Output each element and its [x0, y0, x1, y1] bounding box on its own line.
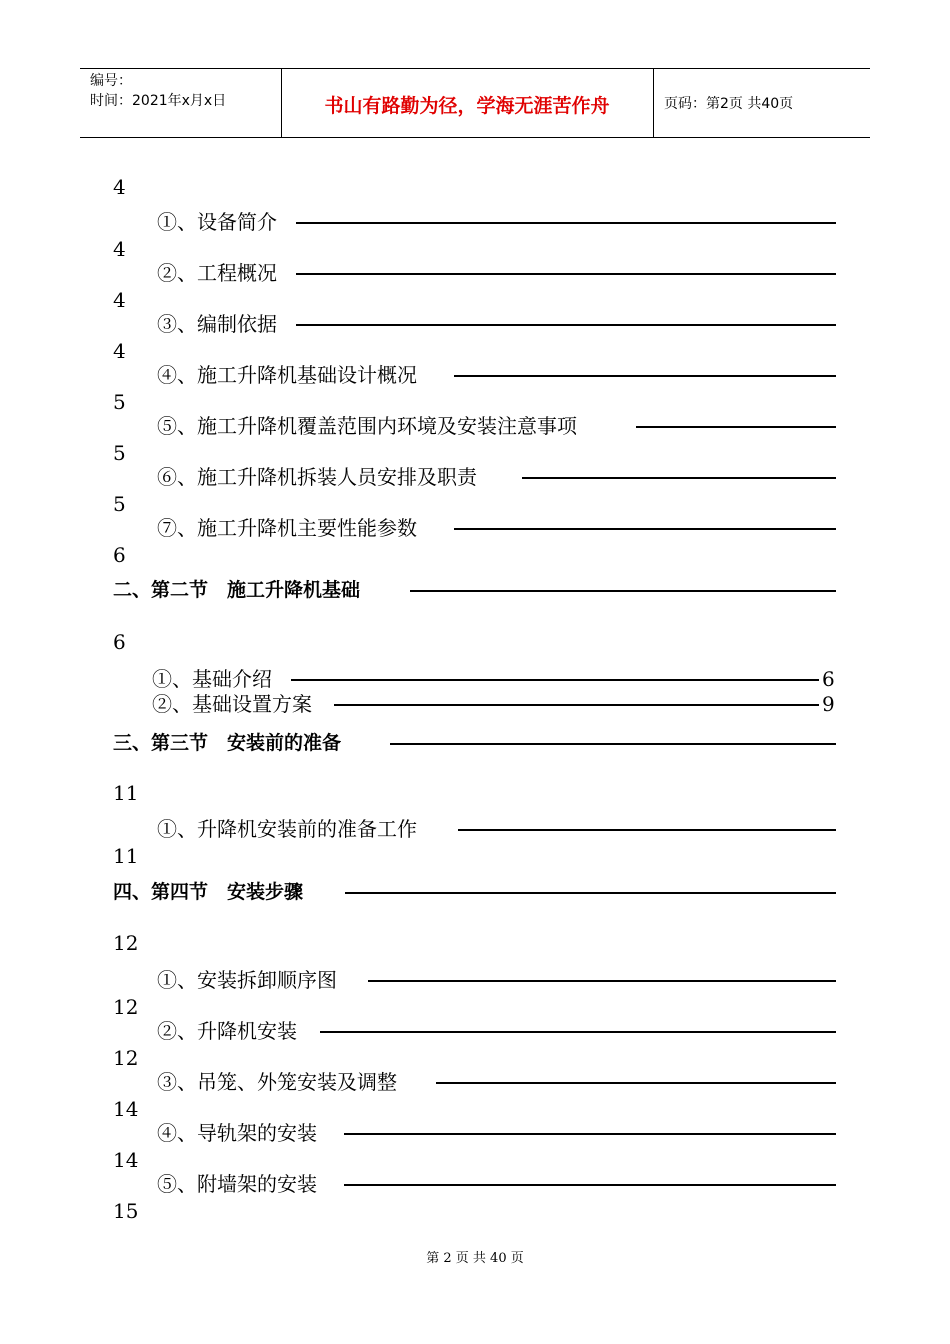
toc-section-heading: 三、第三节 安装前的准备 — [113, 732, 342, 754]
toc-page-number: 4 — [113, 339, 126, 363]
leader-line — [436, 1082, 836, 1084]
page-header — [80, 68, 870, 138]
toc-entry: ③、吊笼、外笼安装及调整 — [157, 1070, 397, 1094]
leader-line — [320, 1031, 836, 1033]
toc-entry: ②、升降机安装 — [157, 1019, 297, 1043]
toc-page-number: 11 — [113, 844, 139, 868]
toc-entry: ④、施工升降机基础设计概况 — [157, 363, 417, 387]
leader-line — [345, 892, 836, 894]
toc-page-number: 12 — [113, 995, 139, 1019]
toc-page-number: 11 — [113, 781, 139, 805]
toc-page-number: 15 — [113, 1199, 139, 1223]
toc-entry: ①、升降机安装前的准备工作 — [157, 817, 417, 841]
toc-page-number: 12 — [113, 1046, 139, 1070]
header-divider — [653, 69, 654, 137]
leader-line — [522, 477, 836, 479]
leader-line — [344, 1133, 836, 1135]
leader-line — [454, 528, 836, 530]
toc-entry: ①、安装拆卸顺序图 — [157, 968, 337, 992]
toc-entry: ⑥、施工升降机拆装人员安排及职责 — [157, 465, 477, 489]
toc-page-number: 6 — [822, 667, 835, 691]
leader-line — [296, 273, 836, 275]
toc-page-number: 4 — [113, 288, 126, 312]
toc-page-number: 6 — [113, 543, 126, 567]
leader-line — [454, 375, 836, 377]
toc-section-heading: 四、第四节 安装步骤 — [113, 881, 304, 903]
leader-line — [458, 829, 836, 831]
toc-page-number: 6 — [113, 630, 126, 654]
toc-entry: ①、基础介绍 — [152, 667, 272, 691]
header-page-info: 页码：第2页 共40页 — [664, 96, 794, 112]
leader-line — [390, 743, 836, 745]
toc-page-number: 5 — [113, 441, 126, 465]
leader-line — [344, 1184, 836, 1186]
toc-page-number: 4 — [113, 237, 126, 261]
leader-line — [296, 222, 836, 224]
toc-entry: ①、设备简介 — [157, 210, 277, 234]
time-label: 时间：2021年x月x日 — [90, 93, 227, 109]
toc-entry: ②、基础设置方案 — [152, 692, 312, 716]
toc-page-number: 14 — [113, 1148, 139, 1172]
toc-entry: ⑤、附墙架的安装 — [157, 1172, 317, 1196]
leader-line — [636, 426, 836, 428]
toc-page-number: 12 — [113, 931, 139, 955]
toc-page-number: 9 — [822, 692, 835, 716]
page-footer: 第 2 页 共 40 页 — [426, 1251, 524, 1266]
toc-page-number: 14 — [113, 1097, 139, 1121]
toc-entry: ⑦、施工升降机主要性能参数 — [157, 516, 417, 540]
toc-entry: ②、工程概况 — [157, 261, 277, 285]
leader-line — [291, 679, 819, 681]
toc-entry: ⑤、施工升降机覆盖范围内环境及安装注意事项 — [157, 414, 577, 438]
number-label: 编号： — [90, 73, 132, 89]
toc-page-number: 4 — [113, 175, 126, 199]
leader-line — [296, 324, 836, 326]
toc-page-number: 5 — [113, 492, 126, 516]
leader-line — [334, 704, 819, 706]
leader-line — [368, 980, 836, 982]
toc-entry: ③、编制依据 — [157, 312, 277, 336]
leader-line — [410, 590, 836, 592]
header-motto: 书山有路勤为径，学海无涯苦作舟 — [324, 95, 610, 117]
toc-entry: ④、导轨架的安装 — [157, 1121, 317, 1145]
toc-section-heading: 二、第二节 施工升降机基础 — [113, 579, 361, 601]
header-meta — [90, 71, 226, 111]
toc-page-number: 5 — [113, 390, 126, 414]
